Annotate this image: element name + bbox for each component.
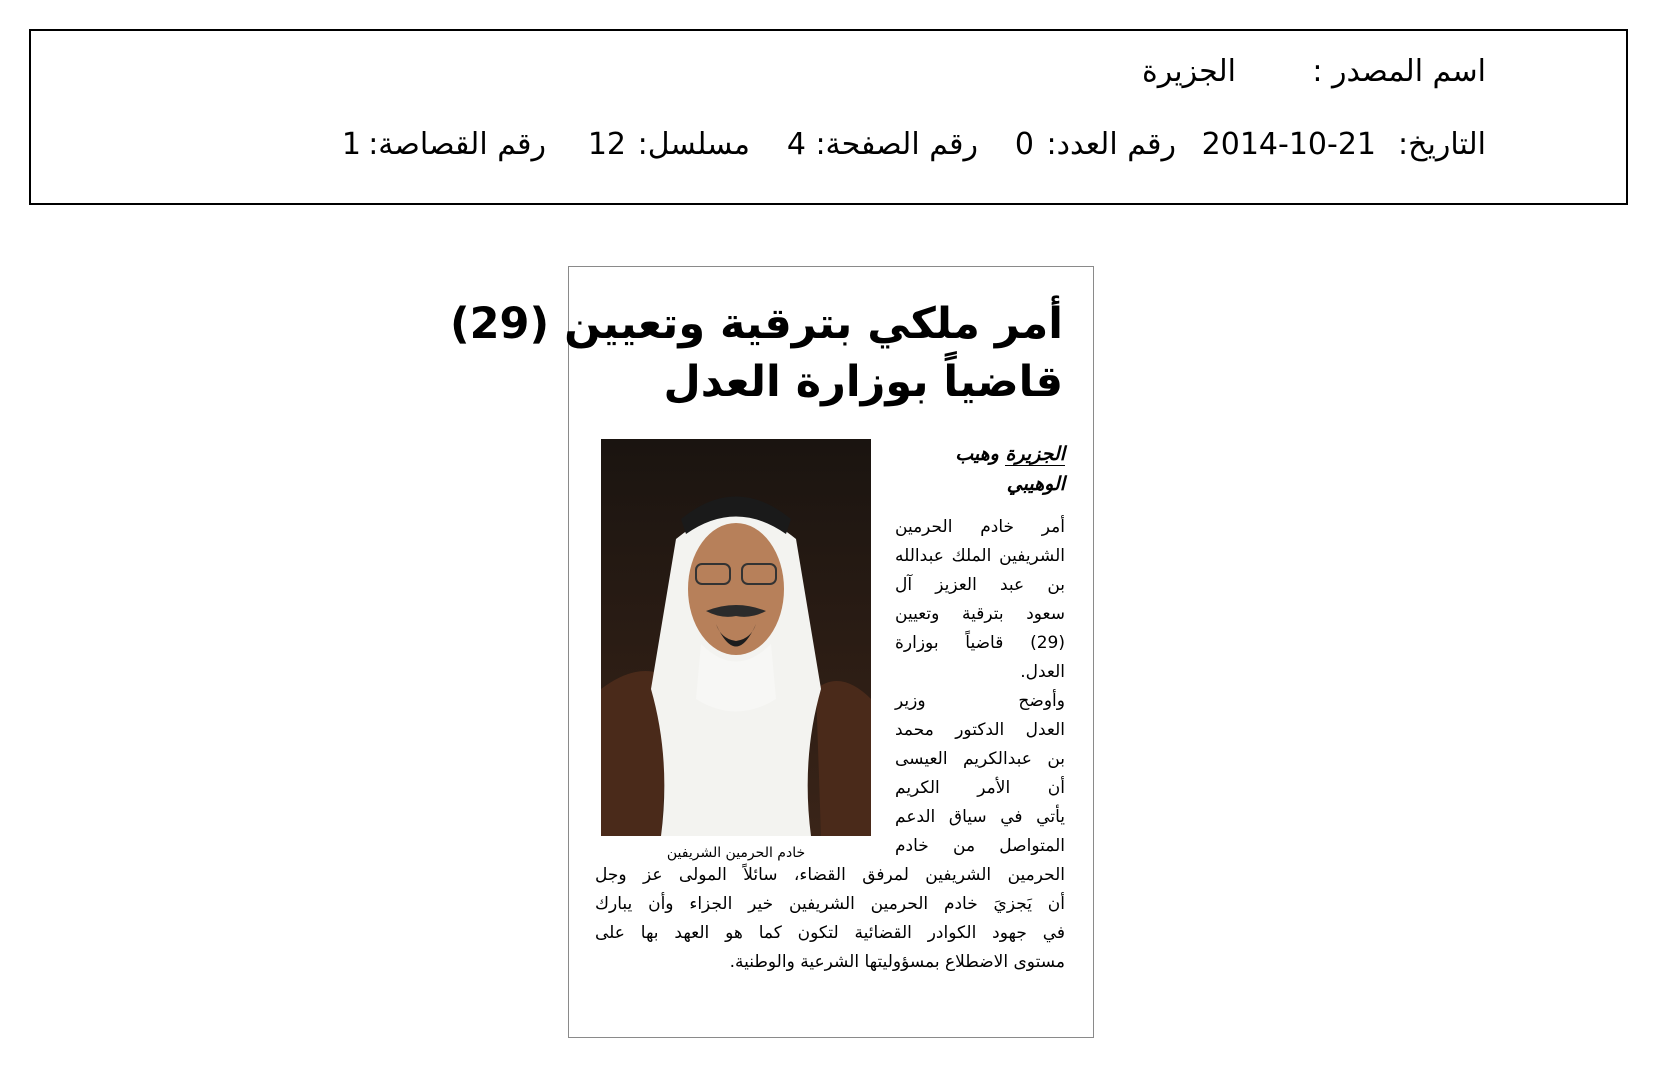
- page-value: 4: [786, 127, 806, 162]
- portrait-image: [601, 439, 871, 836]
- date-label: التاريخ:: [1398, 127, 1486, 162]
- body-line: في جهود الكوادر القضائية لتكون كما هو العهد بها على: [595, 923, 1065, 943]
- headline-line-2: قاضياً بوزارة العدل: [663, 357, 1063, 407]
- body-line: العدل الدكتور محمد: [895, 720, 1065, 740]
- article-photo: [601, 439, 871, 836]
- issue-label: رقم العدد:: [1046, 127, 1176, 162]
- byline-name-1: وهيب: [955, 443, 999, 465]
- photo-caption: خادم الحرمين الشريفين: [666, 845, 806, 861]
- page-label: رقم الصفحة:: [815, 127, 978, 162]
- body-line: العدل.: [1020, 662, 1065, 682]
- body-line: بن عبدالكريم العيسى: [895, 749, 1065, 769]
- body-line: الحرمين الشريفين لمرفق القضاء، سائلاً المولى عز وجل: [595, 865, 1065, 885]
- byline-name-2: الوهيبي: [1006, 473, 1065, 495]
- publication-logo: الجزيرة: [1005, 443, 1065, 465]
- body-line: أن يَجزيَ خادم الحرمين الشريفين خير الجزاء وأن يبارك: [595, 894, 1065, 914]
- issue-value: 0: [1014, 127, 1034, 162]
- source-label: اسم المصدر :: [1312, 54, 1486, 89]
- article-headline: [449, 295, 1063, 411]
- clip-label: رقم القصاصة:: [368, 127, 546, 162]
- body-line: (29) قاضياً بوزارة: [895, 633, 1065, 653]
- clip-value: 1: [341, 127, 361, 162]
- body-line: أمر خادم الحرمين: [895, 517, 1065, 537]
- body-line: يأتي في سياق الدعم: [895, 807, 1065, 827]
- serial-label: مسلسل:: [637, 127, 750, 162]
- body-line: أن الأمر الكريم: [895, 778, 1065, 798]
- serial-value: 12: [587, 127, 626, 162]
- body-line: سعود بترقية وتعيين: [895, 604, 1065, 624]
- date-value: 2014-10-21: [1201, 127, 1376, 162]
- headline-line-1: أمر ملكي بترقية وتعيين (29): [449, 299, 1063, 349]
- article-byline: [925, 439, 1065, 499]
- body-line: مستوى الاضطلاع بمسؤوليتها الشرعية والوطنية.: [729, 952, 1065, 972]
- metadata-box: [29, 29, 1628, 205]
- body-line: بن عبد العزيز آل: [895, 575, 1065, 595]
- newspaper-clipping: [449, 266, 1094, 1038]
- body-line: الشريفين الملك عبدالله: [895, 546, 1065, 566]
- body-line: وأوضح وزير: [895, 691, 1065, 711]
- body-line: المتواصل من خادم: [895, 836, 1065, 856]
- source-value: الجزيرة: [1141, 54, 1236, 89]
